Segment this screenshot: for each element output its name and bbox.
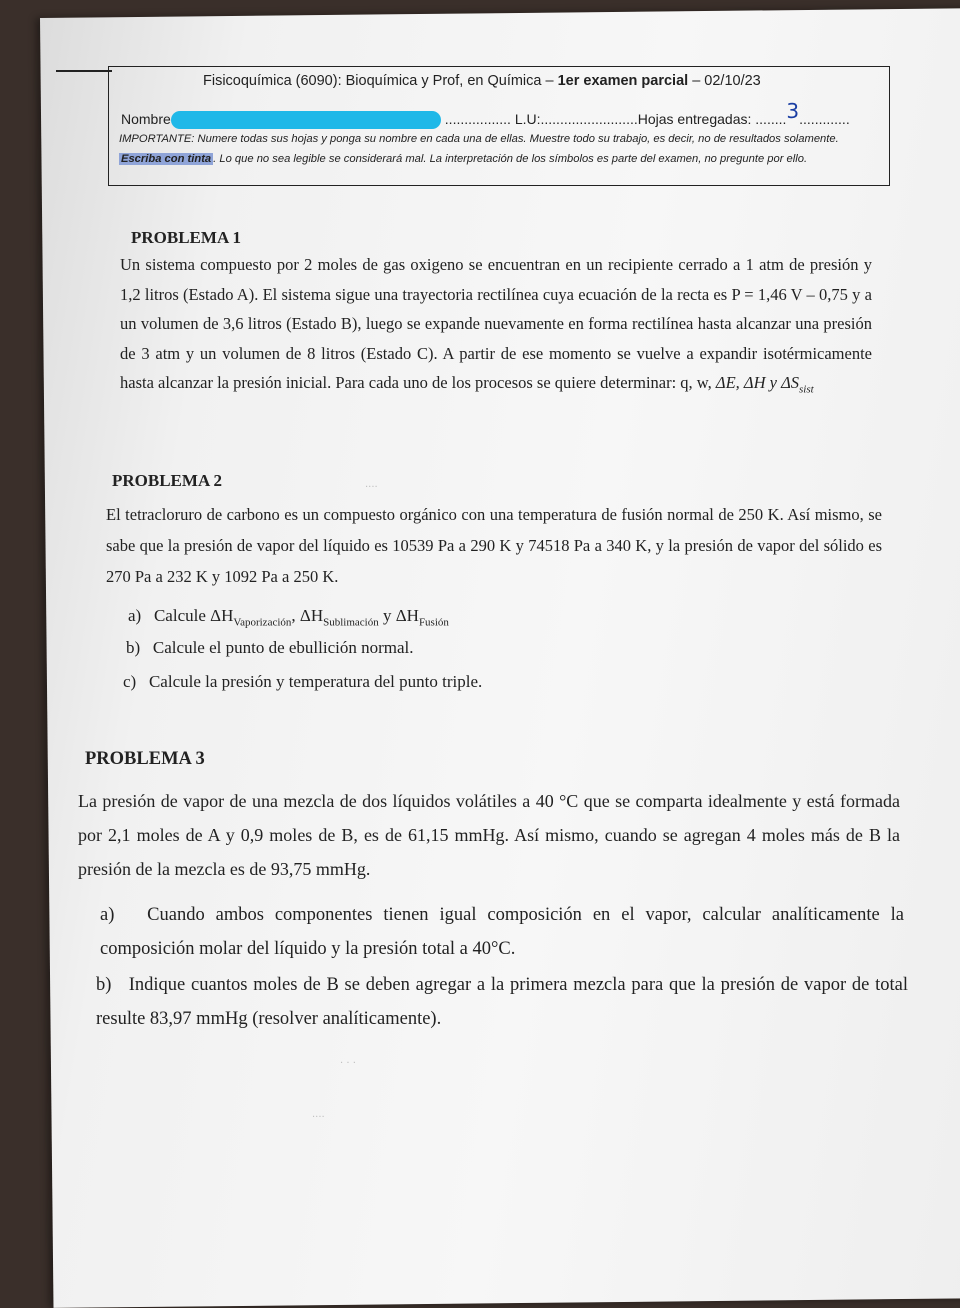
problem-1-symbols: ΔE, ΔH y ΔS [715, 373, 800, 392]
exam-type: 1er examen parcial [557, 73, 689, 89]
problem-3-text: La presión de vapor de una mezcla de dos líquidos volátiles a 40 °C que se comparta idealmente y está formada por 2,1 moles de A y 0,9 moles de B, es de 61,15 mmHg. Así mismo, cuando se agregan 4 moles más de B la presión de la mezcla es de 93,75 mmHg. [78, 791, 900, 879]
sheet-edge-line [56, 70, 112, 72]
lu-label: L.U: [514, 111, 541, 127]
sheets-count: 3 [786, 99, 800, 123]
problem-3-item-b: b) Indique cuantos moles de B se deben agregar a la primera mezcla para que la presión de vapor de total resulte 83,97 mmHg (resolver analíticamente). [96, 975, 909, 1029]
problem-2-item-a: a) Calcule $\Delta H_{Vaporización}$, $\Delta H_{Sublimación}$ y $\Delta H_{Fusión}$ [128, 606, 449, 629]
problem-3-item-a: a) Cuando ambos componentes tienen igual composición en el vapor, calcular analíticamente la composición molar del líquido y la presión total a 40°C. [100, 905, 905, 959]
important-note: IMPORTANTE: Numere todas sus hojas y ponga su nombre en cada una de ellas. Muestre todo su trabajo, es decir, no de resultados solamente. Escriba con tinta . Lo que no sea legible se considerará mal. La interpretación de los símbolos es parte del examen, no pregunte por ello. [119, 133, 839, 165]
redacted-name [171, 111, 441, 129]
exam-title: Fisicoquímica (6090): Bioquímica y Prof, en Química – 1er examen parcial – 02/10/23 [203, 73, 761, 89]
problem-2-title: PROBLEMA 2 [112, 471, 223, 490]
problem-1-text: Un sistema compuesto por 2 moles de gas oxigeno se encuentran en un recipiente cerrado a 1 atm de presión y 1,2 litros (Estado A). El sistema sigue una trayectoria rectilínea cuya ecuación de la recta es P = 1,46 V – 0,75 y a un volumen de 3,6 litros (Estado B), luego se expande nuevamente en forma rectilínea hasta alcanzar una presión de 3 atm y un volumen de 8 litros (Estado C). A partir de ese momento se vuelve a expandir isotérmicamente hasta alcanzar la presión inicial. Para cada uno de los procesos se quiere determinar: q, w, ΔE, ΔH y $\Delta S_{sist}$ [120, 255, 872, 396]
sheets-label: Hojas entregadas: [637, 111, 752, 127]
student-info-line: Nombre ................. L.U:.........................Hojas entregadas: ........3............. [121, 105, 881, 129]
problem-2-text: El tetracloruro de carbono es un compuesto orgánico con una temperatura de fusión normal de 250 K. Así mismo, se sabe que la presión de vapor del líquido es 10539 Pa a 290 K y 74518 Pa a 340 K, y la presión de vapor del sólido es 270 Pa a 232 K y 1092 Pa a 250 K. [106, 505, 882, 586]
problem-1-title: PROBLEMA 1 [131, 228, 242, 247]
name-label: Nombre [121, 111, 171, 127]
problem-2-item-b: b) Calcule el punto de ebullición normal. [126, 638, 414, 657]
exam-header [108, 66, 890, 186]
problem-2-item-c: c) Calcule la presión y temperatura del punto triple. [123, 672, 483, 691]
ink-highlight: Escriba con tinta [121, 153, 212, 165]
exam-sheet [40, 8, 960, 1308]
problem-3-title: PROBLEMA 3 [85, 749, 205, 769]
exam-date: – 02/10/23 [688, 73, 761, 89]
